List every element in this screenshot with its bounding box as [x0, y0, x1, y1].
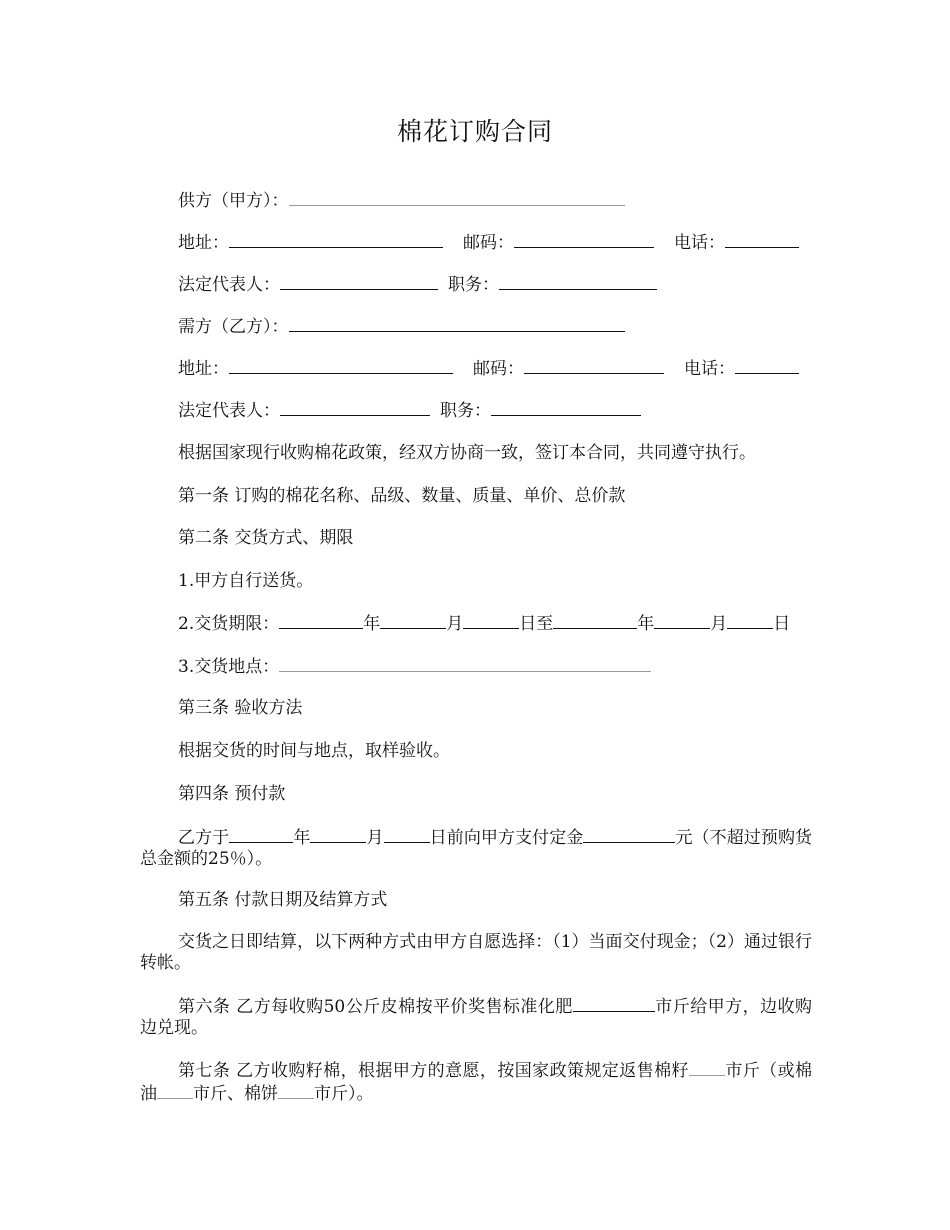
supplier-rep-line — [178, 273, 657, 296]
article-5-text: 交货之日即结算，以下两种方式由甲方自愿选择：（1）当面交付现金；（2）通过银行转帐。 — [140, 932, 812, 973]
supplier-postcode-label: 邮码： — [463, 233, 514, 253]
article-4-heading: 第四条 预付款 — [178, 784, 286, 804]
fertilizer-amount-field[interactable] — [573, 995, 655, 1012]
deposit-day-field[interactable] — [384, 826, 430, 843]
article-3-text: 根据交货的时间与地点，取样验收。 — [178, 741, 450, 761]
cottonseed-field[interactable] — [689, 1059, 725, 1076]
buyer-rep-field[interactable] — [280, 399, 430, 416]
buyer-phone-field[interactable] — [735, 357, 799, 374]
buyer-address-label: 地址： — [178, 359, 229, 379]
supplier-phone-field[interactable] — [725, 231, 799, 248]
deposit-year-field[interactable] — [229, 826, 293, 843]
delivery-period-label: 2.交货期限： — [178, 614, 280, 634]
month-text: 月 — [446, 614, 464, 634]
document-title: 棉花订购合同 — [396, 117, 553, 146]
deposit-amount-field[interactable] — [583, 826, 675, 843]
article-4-text: 乙方于 年 月 日前向甲方支付定金 元（不超过预购货总金额的25％）。 — [140, 828, 813, 869]
supplier-rep-label: 法定代表人： — [178, 275, 280, 295]
buyer-label: 需方（乙方）： — [178, 317, 289, 337]
day-text: 日 — [773, 614, 791, 634]
delivery-location-field[interactable] — [279, 655, 651, 672]
buyer-address-field[interactable] — [229, 357, 453, 374]
item-1-text: 1.甲方自行送货。 — [178, 571, 314, 591]
article-2-heading: 第二条 交货方式、期限 — [178, 528, 354, 548]
deposit-month-field[interactable] — [310, 826, 366, 843]
start-month-field[interactable] — [380, 612, 446, 629]
supplier-name-field[interactable] — [289, 189, 625, 206]
supplier-postcode-field[interactable] — [514, 231, 654, 248]
buyer-name-field[interactable] — [289, 315, 625, 332]
article-1-heading: 第一条 订购的棉花名称、品级、数量、质量、单价、总价款 — [178, 486, 626, 506]
article-3-heading: 第三条 验收方法 — [178, 698, 303, 718]
buyer-address-line — [178, 357, 799, 380]
end-year-field[interactable] — [553, 612, 637, 629]
supplier-rep-field[interactable] — [280, 273, 438, 290]
supplier-label: 供方（甲方）： — [178, 191, 289, 211]
delivery-location-line — [178, 655, 651, 678]
month-text: 月 — [710, 614, 728, 634]
day-to-text: 日至 — [519, 614, 554, 634]
start-year-field[interactable] — [279, 612, 363, 629]
supplier-position-label: 职务： — [448, 275, 499, 295]
buyer-rep-label: 法定代表人： — [178, 401, 280, 421]
cotton-cake-field[interactable] — [278, 1082, 314, 1099]
article-6-text: 第六条 乙方每收购50公斤皮棉按平价奖售标准化肥 市斤给甲方，边收购边兑现。 — [140, 997, 813, 1038]
buyer-position-field[interactable] — [491, 399, 641, 416]
buyer-rep-line — [178, 399, 641, 422]
buyer-line — [178, 315, 625, 338]
cotton-oil-field[interactable] — [157, 1082, 193, 1099]
article-7-text: 第七条 乙方收购籽棉，根据甲方的意愿，按国家政策规定返售棉籽 市斤（或棉油 市斤、棉饼 市斤）。 — [140, 1061, 813, 1104]
year-text: 年 — [363, 614, 381, 634]
end-day-field[interactable] — [727, 612, 773, 629]
supplier-position-field[interactable] — [499, 273, 657, 290]
buyer-postcode-field[interactable] — [524, 357, 664, 374]
buyer-position-label: 职务： — [440, 401, 491, 421]
buyer-phone-label: 电话： — [684, 359, 735, 379]
supplier-address-field[interactable] — [229, 231, 443, 248]
supplier-line — [178, 189, 625, 212]
buyer-postcode-label: 邮码： — [473, 359, 524, 379]
article-5-heading: 第五条 付款日期及结算方式 — [178, 890, 388, 910]
supplier-address-line — [178, 231, 799, 254]
delivery-location-label: 3.交货地点： — [178, 657, 280, 677]
year-text: 年 — [637, 614, 655, 634]
delivery-period-line — [178, 612, 790, 635]
supplier-address-label: 地址： — [178, 233, 229, 253]
start-day-field[interactable] — [463, 612, 519, 629]
intro-text: 根据国家现行收购棉花政策，经双方协商一致，签订本合同，共同遵守执行。 — [178, 443, 756, 463]
supplier-phone-label: 电话： — [674, 233, 725, 253]
end-month-field[interactable] — [654, 612, 710, 629]
